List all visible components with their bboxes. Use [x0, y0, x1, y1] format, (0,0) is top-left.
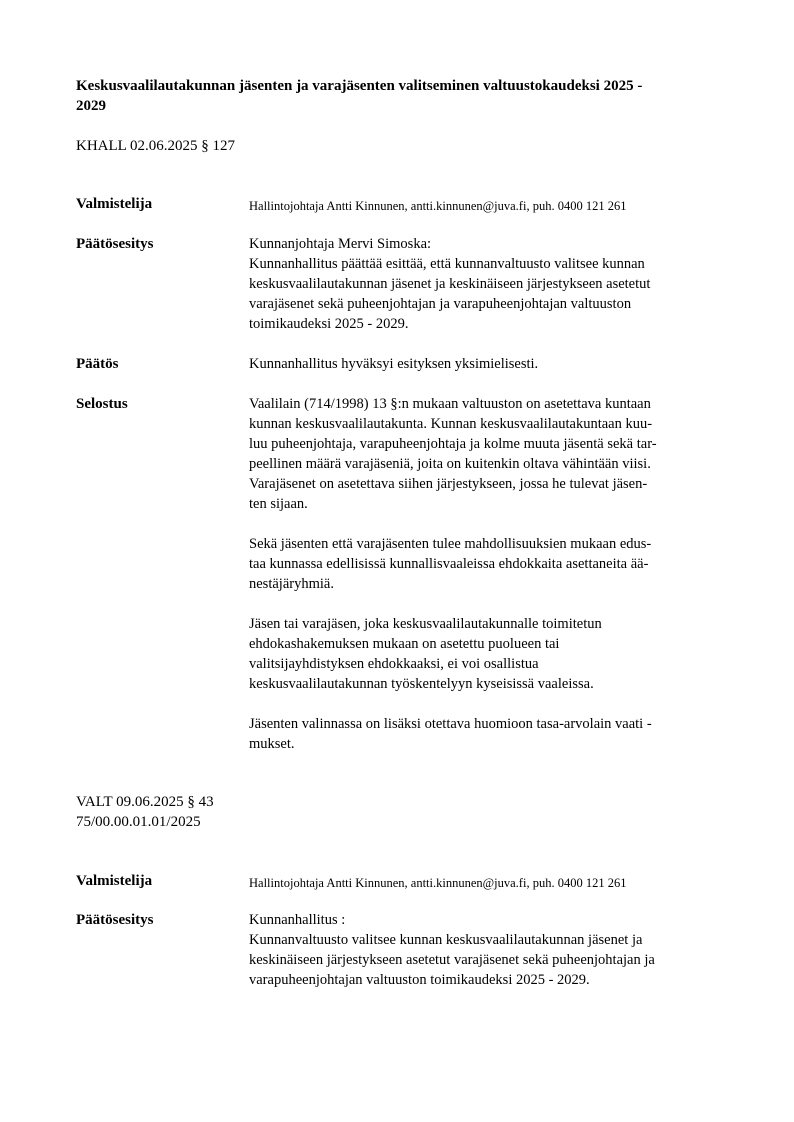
valmistelija-text: Hallintojohtaja Antti Kinnunen, antti.kinnunen@juva.fi, puh. 0400 121 261: [249, 876, 627, 890]
selostus-paragraph: [249, 614, 737, 694]
text-line: Kunnanjohtaja Mervi Simoska:: [249, 236, 432, 252]
text-line: Varajäsenet on asetettava siihen järjestykseen, jossa he tulevat jäsen-: [249, 476, 648, 492]
text-line: luu puheenjohtaja, varapuheenjohtaja ja kolme muuta jäsentä sekä tar-: [249, 436, 657, 452]
text-line: keskusvaalilautakunnan työskentelyyn kyseisissä vaaleissa.: [249, 676, 594, 692]
label-paatosesitys: Päätösesitys: [76, 912, 154, 928]
text-line: kunnan keskusvaalilautakunta. Kunnan keskusvaalilautakuntaan kuu-: [249, 416, 653, 432]
text-line: varapuheenjohtajan valtuuston toimikaudeksi 2025 - 2029.: [249, 972, 590, 988]
text-line: keskinäiseen järjestykseen asetetut varajäsenet sekä puheenjohtajan ja: [249, 952, 655, 968]
text-line: peellinen määrä varajäseniä, joita on kuitenkin oltava vähintään viisi.: [249, 456, 651, 472]
label-valmistelija: Valmistelija: [76, 196, 153, 212]
text-line: toimikaudeksi 2025 - 2029.: [249, 316, 409, 332]
meeting-reference-khall: KHALL 02.06.2025 § 127: [76, 138, 236, 154]
selostus-paragraph: [249, 534, 737, 594]
title-line: Keskusvaalilautakunnan jäsenten ja varajäsenten valitseminen valtuustokaudeksi 2025 -: [76, 78, 643, 94]
document-title: [76, 76, 736, 116]
text-line: varajäsenet sekä puheenjohtajan ja varapuheenjohtajan valtuuston: [249, 296, 632, 312]
valmistelija-text: Hallintojohtaja Antti Kinnunen, antti.kinnunen@juva.fi, puh. 0400 121 261: [249, 199, 627, 213]
text-line: Kunnanhallitus :: [249, 912, 346, 928]
text-line: Kunnanvaltuusto valitsee kunnan keskusvaalilautakunnan jäsenet ja: [249, 932, 643, 948]
text-line: Jäsen tai varajäsen, joka keskusvaalilautakunnalle toimitetun: [249, 616, 602, 632]
meta-line: VALT 09.06.2025 § 43: [76, 794, 214, 810]
meeting-reference-valt: [76, 792, 476, 832]
text-line: taa kunnassa edellisissä kunnallisvaaleissa ehdokkaita asettaneita ää-: [249, 556, 649, 572]
selostus-text: [249, 394, 737, 754]
text-line: Jäsenten valinnassa on lisäksi otettava huomioon tasa-arvolain vaati -: [249, 716, 652, 732]
text-line: ehdokashakemuksen mukaan on asetettu puolueen tai: [249, 636, 560, 652]
text-line: Sekä jäsenten että varajäsenten tulee mahdollisuuksien mukaan edus-: [249, 536, 652, 552]
text-line: ten sijaan.: [249, 496, 308, 512]
text-line: Kunnanhallitus päättää esittää, että kunnanvaltuusto valitsee kunnan: [249, 256, 645, 272]
label-valmistelija: Valmistelija: [76, 873, 153, 889]
selostus-paragraph: [249, 714, 737, 754]
diary-number: 75/00.00.01.01/2025: [76, 814, 201, 830]
label-paatosesitys: Päätösesitys: [76, 236, 154, 252]
title-line: 2029: [76, 98, 106, 114]
label-paatos: Päätös: [76, 356, 119, 372]
label-selostus: Selostus: [76, 396, 128, 412]
text-line: nestäjäryhmiä.: [249, 576, 334, 592]
text-line: mukset.: [249, 736, 295, 752]
paatosesitys-text: [249, 234, 737, 334]
paatosesitys-text: [249, 910, 737, 990]
selostus-paragraph: [249, 394, 737, 514]
text-line: keskusvaalilautakunnan jäsenet ja keskinäiseen järjestykseen asetetut: [249, 276, 651, 292]
text-line: Vaalilain (714/1998) 13 §:n mukaan valtuuston on asetettava kuntaan: [249, 396, 651, 412]
paatos-text: Kunnanhallitus hyväksyi esityksen yksimielisesti.: [249, 356, 539, 372]
text-line: valitsijayhdistyksen ehdokkaaksi, ei voi osallistua: [249, 656, 539, 672]
